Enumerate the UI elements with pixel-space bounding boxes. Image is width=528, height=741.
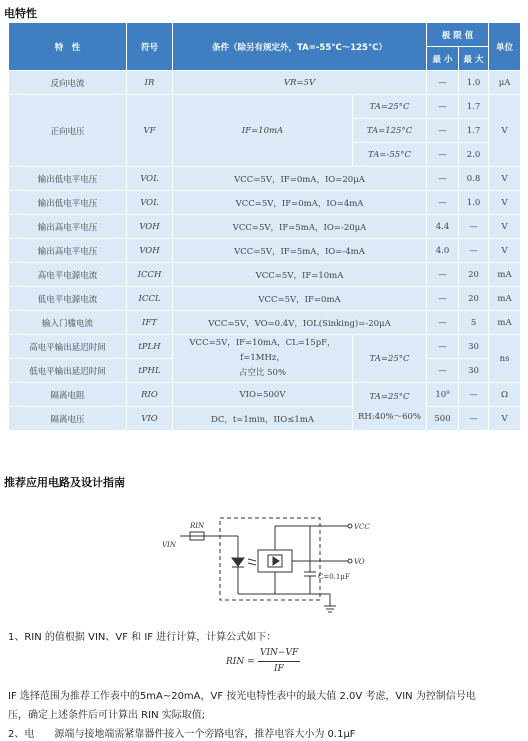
header-max: 最 大 <box>459 47 489 71</box>
row-unit: V <box>489 95 521 167</box>
row-symbol: RIO <box>127 383 173 407</box>
row-min: 500 <box>427 407 459 431</box>
row-max: 30 <box>459 359 489 383</box>
row-symbol: VOL <box>127 191 173 215</box>
table-row <box>9 263 521 287</box>
row-symbol: tPLH <box>127 335 173 359</box>
row-condition: IF=10mA <box>173 95 353 167</box>
table-row <box>9 383 521 407</box>
row-unit: V <box>489 167 521 191</box>
row-name: 输出高电平电压 <box>9 215 127 239</box>
table-row <box>9 287 521 311</box>
row-min: — <box>427 287 459 311</box>
row-symbol: IR <box>127 71 173 95</box>
header-characteristic: 特 性 <box>9 23 127 71</box>
condition-line: 占空比 50% <box>238 368 287 378</box>
row-max: 30 <box>459 335 489 359</box>
row-max: 2.0 <box>459 143 489 167</box>
row-subcondition: TA=-55°C <box>353 143 427 167</box>
row-name: 反向电流 <box>9 71 127 95</box>
row-min: 4.4 <box>427 215 459 239</box>
row-symbol: VOH <box>127 239 173 263</box>
row-symbol: IFT <box>127 311 173 335</box>
table-row <box>9 407 521 431</box>
header-symbol: 符号 <box>127 23 173 71</box>
row-unit: mA <box>489 263 521 287</box>
row-symbol: VIO <box>127 407 173 431</box>
table-row <box>9 335 521 359</box>
table-row <box>9 95 521 119</box>
row-unit: V <box>489 239 521 263</box>
section-title-application: 推荐应用电路及设计指南 <box>4 476 125 489</box>
note-1: 1、RIN 的值根据 VIN、VF 和 IF 进行计算，计算公式如下： <box>8 632 277 643</box>
row-max: 1.0 <box>459 71 489 95</box>
row-name: 正向电压 <box>9 95 127 167</box>
row-min: — <box>427 191 459 215</box>
row-name: 输出低电平电压 <box>9 191 127 215</box>
row-unit: ns <box>489 335 521 383</box>
condition-line: RH:40%～60% <box>358 411 421 422</box>
row-subcondition <box>353 383 427 431</box>
row-min: — <box>427 119 459 143</box>
application-circuit-diagram <box>150 510 380 616</box>
row-max: 20 <box>459 263 489 287</box>
electrical-characteristics-table <box>8 22 521 431</box>
row-min: — <box>427 311 459 335</box>
header-unit: 单位 <box>489 23 521 71</box>
row-min: — <box>427 143 459 167</box>
row-condition: VIO=500V <box>173 383 353 407</box>
row-symbol: VOH <box>127 215 173 239</box>
row-min: — <box>427 95 459 119</box>
formula-numerator: VIN−VF <box>260 648 299 658</box>
header-conditions: 条件（除另有规定外，TA=-55°C～125°C） <box>173 23 427 71</box>
row-symbol: ICCL <box>127 287 173 311</box>
row-name: 高电平电源电流 <box>9 263 127 287</box>
row-condition: VCC=5V，IF=10mA <box>173 263 427 287</box>
row-condition: VCC=5V，IF=5mA，IO=-4mA <box>173 239 427 263</box>
row-condition: VCC=5V，IF=5mA，IO=-20μA <box>173 215 427 239</box>
row-unit: mA <box>489 311 521 335</box>
row-max: — <box>459 215 489 239</box>
row-unit: V <box>489 215 521 239</box>
note-1-detail: IF 选择范围为推荐工作表中的5mA~20mA，VF 按光电特性表中的最大值 2.0V 考虑，VIN 为控制信号电 <box>8 691 476 702</box>
row-subcondition: TA=25°C <box>353 95 427 119</box>
row-name: 输出高电平电压 <box>9 239 127 263</box>
row-symbol: ICCH <box>127 263 173 287</box>
rin-label: RIN <box>190 522 205 530</box>
row-name: 隔离电压 <box>9 407 127 431</box>
row-name: 低电平输出延迟时间 <box>9 359 127 383</box>
table-row <box>9 311 521 335</box>
row-min: — <box>427 263 459 287</box>
led-symbol <box>232 558 244 566</box>
row-min: — <box>427 71 459 95</box>
row-condition: VCC=5V，IF=0mA，IO=20μA <box>173 167 427 191</box>
row-max: 1.0 <box>459 191 489 215</box>
condition-line: VCC=5V，IF=10mA，CL=15pF，f=1MHz， <box>189 338 336 363</box>
row-min: — <box>427 359 459 383</box>
row-name: 隔离电阻 <box>9 383 127 407</box>
header-limits: 极 限 值 <box>427 23 489 47</box>
row-min: — <box>427 335 459 359</box>
row-name: 输入门槛电流 <box>9 311 127 335</box>
row-condition: VCC=5V，IF=0mA <box>173 287 427 311</box>
formula-lhs: RIN = <box>226 657 255 667</box>
row-name: 输出低电平电压 <box>9 167 127 191</box>
row-subcondition: TA=125°C <box>353 119 427 143</box>
formula-denominator: IF <box>274 664 284 674</box>
row-condition: VCC=5V，IF=0mA，IO=4mA <box>173 191 427 215</box>
header-min: 最 小 <box>427 47 459 71</box>
table-row <box>9 167 521 191</box>
vin-label: VIN <box>162 541 176 549</box>
table-row <box>9 215 521 239</box>
row-max: 1.7 <box>459 119 489 143</box>
row-condition: DC，t=1min，IIO≤1mA <box>173 407 353 431</box>
table-row <box>9 191 521 215</box>
row-symbol: tPHL <box>127 359 173 383</box>
row-condition: VCC=5V，VO=0.4V，IOL(Sinking)=-20μA <box>173 311 427 335</box>
row-unit: mA <box>489 287 521 311</box>
vo-label: VO <box>354 558 365 566</box>
row-subcondition: TA=25°C <box>353 335 427 383</box>
note-1-detail-cont: 压，确定上述条件后可计算出 RIN 实际取值; <box>8 710 206 721</box>
row-max: — <box>459 383 489 407</box>
row-unit: Ω <box>489 383 521 407</box>
table-row <box>9 71 521 95</box>
table-row <box>9 239 521 263</box>
row-name: 高电平输出延迟时间 <box>9 335 127 359</box>
row-symbol: VF <box>127 95 173 167</box>
row-condition: VR=5V <box>173 71 427 95</box>
condition-line: TA=25°C <box>369 391 410 402</box>
row-max: — <box>459 407 489 431</box>
row-condition <box>173 335 353 383</box>
row-unit: V <box>489 191 521 215</box>
row-max: 5 <box>459 311 489 335</box>
row-unit: V <box>489 407 521 431</box>
row-max: 20 <box>459 287 489 311</box>
row-min: 10⁹ <box>427 383 459 407</box>
section-title-electrical: 电特性 <box>4 7 37 20</box>
row-min: 4.0 <box>427 239 459 263</box>
note-2: 2、电 源端与接地端需紧靠器件接入一个旁路电容，推荐电容大小为 0.1μF <box>8 729 356 740</box>
row-name: 低电平电源电流 <box>9 287 127 311</box>
vcc-label: VCC <box>354 523 370 531</box>
row-max: 1.7 <box>459 95 489 119</box>
row-max: — <box>459 239 489 263</box>
row-max: 0.8 <box>459 167 489 191</box>
row-symbol: VOL <box>127 167 173 191</box>
row-unit: μA <box>489 71 521 95</box>
capacitor-label: C=0.1μF <box>318 573 350 581</box>
row-min: — <box>427 167 459 191</box>
